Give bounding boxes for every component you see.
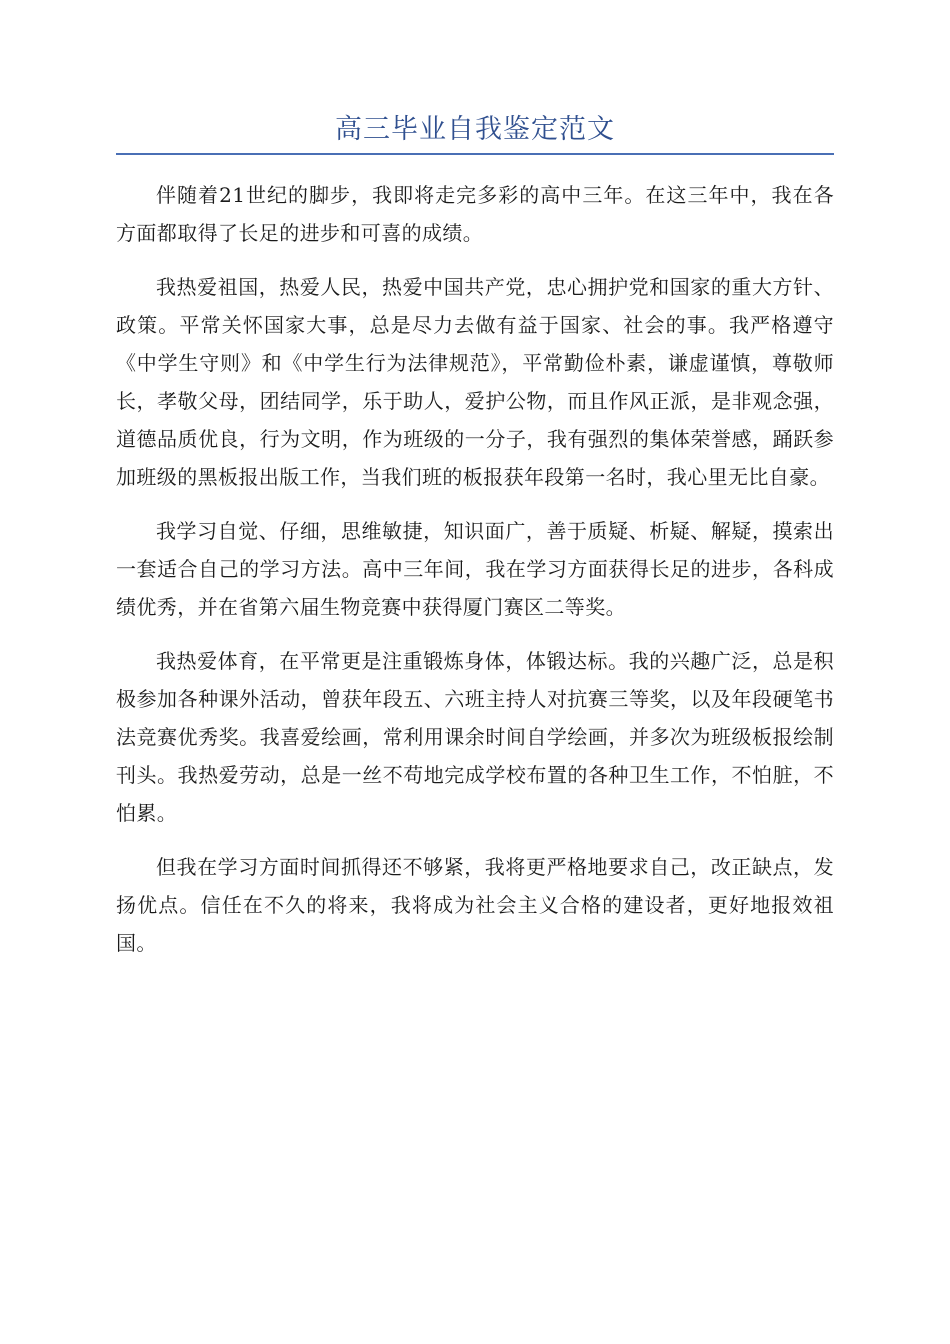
paragraph-activities: 我热爱体育，在平常更是注重锻炼身体，体锻达标。我的兴趣广泛，总是积极参加各种课外活动，曾获年段五、六班主持人对抗赛三等奖，以及年段硬笔书法竞赛优秀奖。我喜爱绘画，常利用课余时间自学绘画，并多次为班级板报绘制刊头。我热爱劳动，总是一丝不苟地完成学校布置的各种卫生工作，不怕脏，不怕累。 xyxy=(116,649,834,825)
paragraph-intro: 伴随着21世纪的脚步，我即将走完多彩的高中三年。在这三年中，我在各方面都取得了长足的进步和可喜的成绩。 xyxy=(116,183,834,245)
title-underline xyxy=(116,153,834,155)
paragraph-conclusion: 但我在学习方面时间抓得还不够紧，我将更严格地要求自己，改正缺点，发扬优点。信任在不久的将来，我将成为社会主义合格的建设者，更好地报效祖国。 xyxy=(116,855,834,955)
paragraph-patriotism: 我热爱祖国，热爱人民，热爱中国共产党，忠心拥护党和国家的重大方针、政策。平常关怀国家大事，总是尽力去做有益于国家、社会的事。我严格遵守《中学生守则》和《中学生行为法律规范》，平常勤俭朴素，谦虚谨慎，尊敬师长，孝敬父母，团结同学，乐于助人，爱护公物，而且作风正派，是非观念强，道德品质优良，行为文明，作为班级的一分子，我有强烈的集体荣誉感，踊跃参加班级的黑板报出版工作，当我们班的板报获年段第一名时，我心里无比自豪。 xyxy=(116,275,834,489)
document-title: 高三毕业自我鉴定范文 xyxy=(335,114,615,145)
paragraph-study: 我学习自觉、仔细，思维敏捷，知识面广，善于质疑、析疑、解疑，摸索出一套适合自己的学习方法。高中三年间，我在学习方面获得长足的进步，各科成绩优秀，并在省第六届生物竞赛中获得厦门赛区二等奖。 xyxy=(116,519,834,619)
document-body xyxy=(116,176,834,978)
